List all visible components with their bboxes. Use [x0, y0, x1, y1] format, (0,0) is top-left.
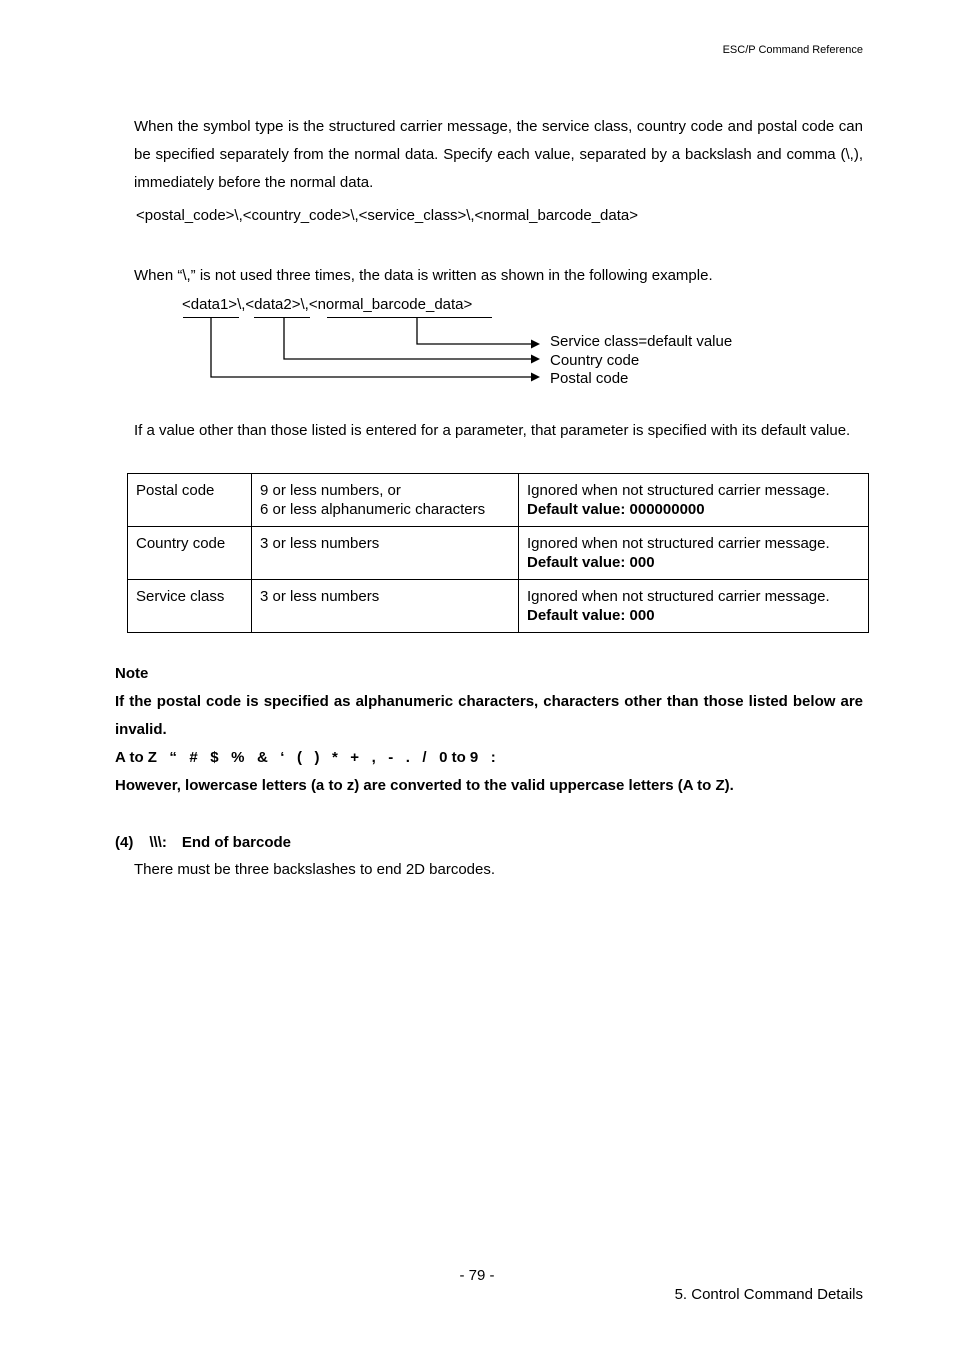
default-value-paragraph: If a value other than those listed is entered for a parameter, that parameter is specified with its default value.: [134, 422, 851, 439]
param-description: [519, 527, 869, 580]
param-description: [519, 474, 869, 527]
table-row: [128, 580, 869, 633]
example-data2: <data2>: [245, 296, 301, 313]
example-separator: \,: [237, 296, 246, 313]
syntax-line: <postal_code>\,<country_code>\,<service_class>\,<normal_barcode_data>: [136, 207, 639, 224]
param-name: Postal code: [128, 474, 252, 527]
lowercase-note: However, lowercase letters (a to z) are converted to the valid uppercase letters (A to Z).: [115, 777, 734, 794]
param-range: [252, 580, 519, 633]
running-header: ESC/P Command Reference: [722, 44, 863, 56]
param-name: Country code: [128, 527, 252, 580]
note-heading: Note: [115, 665, 149, 682]
section-code: \\\:: [149, 834, 167, 851]
param-range: [252, 474, 519, 527]
param-default: Default value: 000: [527, 554, 655, 571]
table-row: [128, 474, 869, 527]
param-range-line: 3 or less numbers: [260, 588, 380, 605]
label-postal-code: Postal code: [550, 370, 629, 387]
param-name: Service class: [128, 580, 252, 633]
param-range-line: 6 or less alphanumeric characters: [260, 501, 486, 518]
section-number: (4): [115, 834, 134, 851]
example-separator: \,: [300, 296, 309, 313]
note-text: If the postal code is specified as alphanumeric characters, characters other than those listed below are invalid.: [115, 693, 863, 738]
param-default: Default value: 000: [527, 607, 655, 624]
parameter-table: [127, 473, 869, 633]
section-title: End of barcode: [181, 834, 292, 851]
intro-paragraph: When the symbol type is the structured carrier message, the service class, country code and postal code can be specified separately from the normal data. Specify each value, separated by a backslash and comma (\,), immediately before the normal data.: [134, 118, 863, 191]
arrow-head-icon: [531, 355, 540, 364]
label-service-class: Service class=default value: [550, 333, 733, 350]
param-range-line: 3 or less numbers: [260, 535, 380, 552]
example-normal-data: <normal_barcode_data>: [308, 296, 473, 313]
section-4-heading: [115, 834, 291, 852]
callout-diagram: [0, 0, 954, 400]
param-desc-text: Ignored when not structured carrier message.: [527, 535, 830, 552]
footer-section: 5. Control Command Details: [674, 1286, 863, 1303]
service-class-connector: [417, 318, 533, 344]
param-desc-text: Ignored when not structured carrier message.: [527, 588, 830, 605]
label-country-code: Country code: [550, 352, 640, 369]
example-data1: <data1>: [182, 296, 238, 313]
param-range: [252, 527, 519, 580]
postal-code-connector: [211, 318, 533, 377]
example-sentence: When “\,” is not used three times, the data is written as shown in the following example.: [134, 267, 713, 284]
section-4-body: There must be three backslashes to end 2D barcodes.: [134, 861, 496, 878]
arrow-head-icon: [531, 373, 540, 382]
param-range-line: 9 or less numbers, or: [260, 482, 401, 499]
param-description: [519, 580, 869, 633]
param-desc-text: Ignored when not structured carrier message.: [527, 482, 830, 499]
arrow-head-icon: [531, 340, 540, 349]
country-code-connector: [284, 318, 533, 359]
page-number: - 79 -: [459, 1267, 495, 1284]
table-row: [128, 527, 869, 580]
param-default: Default value: 000000000: [527, 501, 705, 518]
valid-characters: A to Z “ # $ % & ‘ ( ) * + , - . / 0 to 9 :: [115, 749, 496, 766]
